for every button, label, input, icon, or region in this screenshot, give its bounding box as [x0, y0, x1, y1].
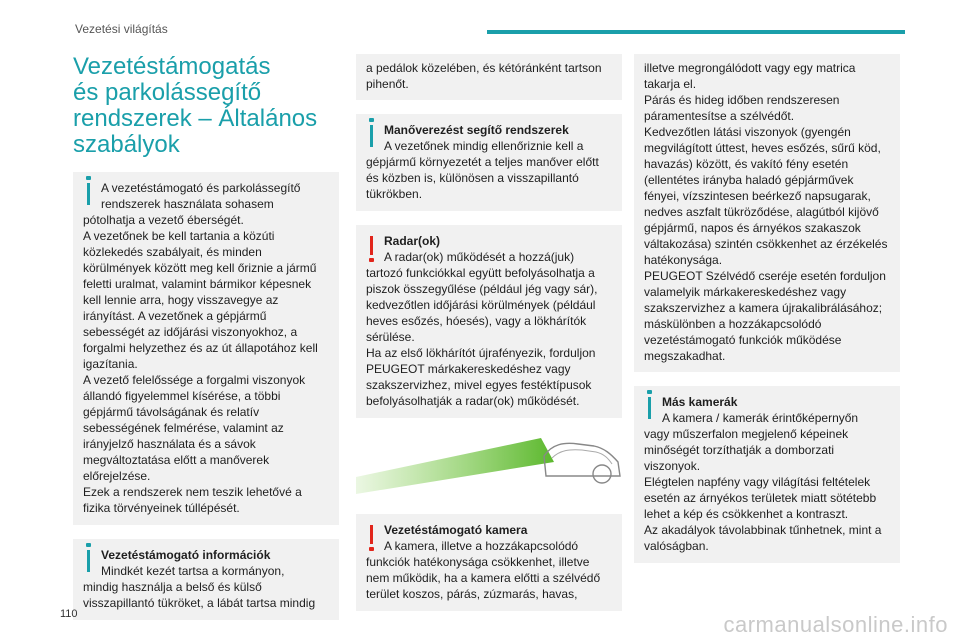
page-number: 110	[60, 608, 78, 620]
warning-icon	[370, 525, 373, 544]
car-radar-icon	[356, 432, 622, 504]
section-header: Vezetési világítás	[75, 22, 168, 36]
info-box-maneuver	[356, 114, 622, 211]
continued-text: a pedálok közelében, és kétóránként tartson pihenőt.	[356, 54, 622, 100]
column-3	[634, 54, 900, 577]
header-accent-bar	[487, 30, 905, 34]
page-title: Vezetéstámogatás és parkolássegítő rendszerek – Általános szabályok	[73, 53, 318, 158]
watermark: carmanualsonline.info	[723, 612, 948, 637]
info-box-first-line: A vezetőnek mindig ellenőriznie kell a	[384, 139, 584, 153]
column-2	[356, 54, 622, 625]
warning-box-text: funkciók hatékonysága csökkenhet, illetve nem működik, ha a kamera előtti a szélvédő terület koszos, párás, zúzmarás, havas,	[366, 555, 601, 601]
warning-box-heading: Radar(ok)	[384, 234, 441, 248]
info-box-text: gépjármű környezetét a teljes manőver előtt és közben is, különösen a visszapillantó tükrökben.	[366, 155, 599, 201]
info-box-text: vagy műszerfalon megjelenő képeinek minőségét torzíthatják a domborzati viszonyok. Elégtelen napfény vagy világítási feltételek esetén az árnyékos területek miatt sötétebb lehet a kép és csökkenhet a kontraszt. Az akadályok távolabbinak tűnhetnek, mint a valóságban.	[644, 427, 882, 553]
column-1	[73, 54, 339, 634]
warning-icon	[370, 236, 373, 255]
continued-text: illetve megrongálódott vagy egy matrica takarja el. Párás és hideg időben rendszeresen páramentesítse a szélvédőt. Kedvezőtlen látási viszonyok (gyengén megvilágított úttest, heves esőzés, sűrű köd, havazás) között, és vakító fény esetén (ellentétes irányba haladó gépjárművek fényei, vízszintesen beérkező napsugarak, nedves aszfalt tükröződése, alagútból kijövő gépjármű, napos és árnyékos szakaszok váltakozása) szintén csökkenhet az érzékelés hatékonysága. PEUGEOT Szélvédő cseréje esetén forduljon valamelyik márkakereskedéshez vagy szakszervizhez a kamera újrakalibrálásához; máskülönben a hozzákapcsolódó vezetéstámogató funkciók működése megszakadhat.	[634, 54, 900, 372]
info-box-first-line: A kamera / kamerák érintőképernyőn	[662, 411, 859, 425]
warning-box-heading: Vezetéstámogató kamera	[384, 523, 528, 537]
radar-illustration	[356, 432, 622, 504]
info-box-text: mindig használja a belső és külső visszapillantó tükröket, a lábát tartsa mindig	[83, 580, 316, 610]
info-icon	[370, 125, 373, 147]
info-box-first-line: Mindkét kezét tartsa a kormányon,	[101, 564, 285, 578]
warning-box-text: tartozó funkciókkal együtt befolyásolhatja a piszok összegyűlése (például jég vagy sár), kedvezőtlen időjárási körülmények (például heves esőzés, hóesés), vagy a lökhárítók sérülése. Ha az első lökhárítót újrafényezik, forduljon PEUGEOT márkakereskedéshez vagy szakszervizhez, mivel egyes festéktípusok befolyásolhatják a radar(ok) működését.	[366, 266, 598, 408]
info-box-general	[73, 172, 339, 525]
info-icon	[87, 183, 90, 205]
info-icon	[87, 550, 90, 572]
warning-box-first-line: A kamera, illetve a hozzákapcsolódó	[384, 539, 579, 553]
info-box-heading: Vezetéstámogató információk	[101, 548, 271, 562]
info-box-other-cameras	[634, 386, 900, 563]
info-box-first-line: A vezetéstámogató és parkolássegítő rendszerek használata sohasem	[101, 181, 301, 211]
info-box-heading: Más kamerák	[662, 395, 738, 409]
info-icon	[648, 397, 651, 419]
warning-box-radar	[356, 225, 622, 418]
info-box-driving-assist	[73, 539, 339, 620]
info-box-text: pótolhatja a vezető éberségét. A vezetőnek be kell tartania a közúti közlekedés szabályait, és minden körülmények között meg kell őriznie a jármű feletti uralmat, valamint bármikor képesnek kell lennie arra, hogy visszavegye az irányítást. A vezetőnek a gépjármű sebességét az időjárási viszonyokhoz, a forgalmi helyzethez és az út állapotához kell igazítania. A vezető felelőssége a forgalmi viszonyok állandó figyelemmel kísérése, a többi gépjármű távolságának és relatív sebességének felmérése, valamint az irányjelző használata és a sávok megváltoztatása előtt a manőverek előrejelzése. Ezek a rendszerek nem teszik lehetővé a fizika törvényeinek túllépését.	[83, 213, 318, 515]
warning-box-first-line: A radar(ok) működését a hozzá(juk)	[384, 250, 575, 264]
warning-box-camera	[356, 514, 622, 611]
info-box-heading: Manőverezést segítő rendszerek	[384, 123, 569, 137]
